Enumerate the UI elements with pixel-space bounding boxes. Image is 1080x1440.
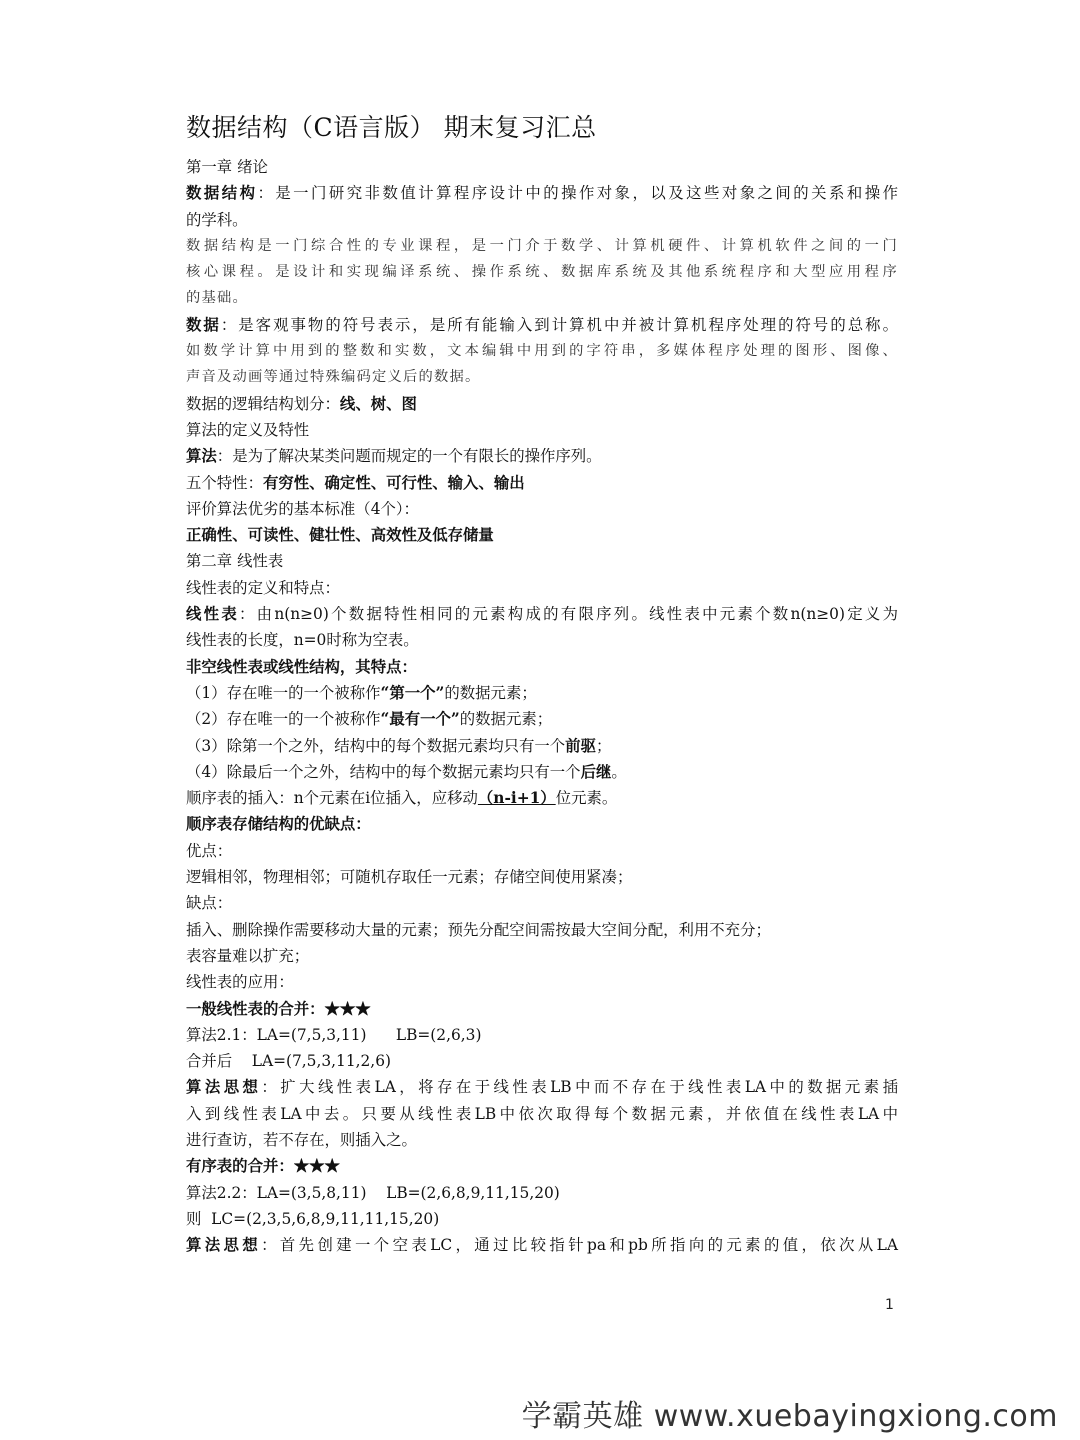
text-line — [186, 733, 898, 759]
term: “最有一个” — [380, 710, 460, 729]
line-text: 算法2.2：LA=(3,5,8,11) LB=(2,6,8,9,11,15,20) — [186, 1183, 560, 1202]
line-text: （1）存在唯一的一个被称作 — [186, 683, 381, 702]
text-line — [186, 180, 898, 206]
line-text: 线性表的应用： — [186, 973, 294, 992]
line-text: 第二章 线性表 — [186, 552, 284, 571]
text-line — [186, 943, 898, 969]
text-line — [186, 785, 898, 811]
term: 正确性、可读性、健壮性、高效性及低存储量 — [186, 526, 494, 545]
term: 数据结构 — [186, 184, 258, 203]
line-text: 位元素。 — [555, 789, 618, 808]
line-text: ：是为了解决某类问题而规定的一个有限长的操作序列。 — [216, 447, 602, 466]
line-text: 表容量难以扩充； — [186, 946, 310, 965]
document-page — [186, 108, 898, 1258]
text-line — [186, 838, 898, 864]
line-text: 线性表的长度，n=0时称为空表。 — [186, 631, 419, 650]
line-text: 。 — [611, 762, 627, 781]
text-line — [186, 969, 898, 995]
text-line — [186, 443, 898, 469]
line-text: 缺点： — [186, 894, 233, 913]
term: 一般线性表的合并：★★★ — [186, 999, 371, 1018]
line-text: ：由n(n≥0)个数据特性相同的元素构成的有限序列。线性表中元素个数n(n≥0)定义为 — [239, 605, 898, 624]
term: 算法思想 — [186, 1236, 262, 1255]
text-line — [186, 1127, 898, 1153]
term: 后继 — [580, 762, 612, 781]
text-line — [186, 285, 898, 311]
line-text: 合并后 LA=(7,5,3,11,2,6) — [186, 1052, 391, 1071]
line-text: （3）除第一个之外，结构中的每个数据元素均只有一个 — [186, 736, 566, 755]
text-line — [186, 890, 898, 916]
underlined-answer: （n-i+1） — [477, 789, 556, 808]
line-text: 优点： — [186, 841, 233, 860]
page-number: 1 — [885, 1297, 894, 1313]
term: 算法 — [186, 447, 217, 466]
text-line — [186, 1048, 898, 1074]
line-text: 入到线性表LA中去。只要从线性表LB中依次取得每个数据元素，并依值在线性表LA中 — [186, 1104, 898, 1123]
document-title: 数据结构（C语言版） 期末复习汇总 — [186, 113, 597, 142]
line-text: 插入、删除操作需要移动大量的元素；预先分配空间需按最大空间分配，利用不充分； — [186, 920, 771, 939]
text-line — [186, 338, 898, 364]
text-line — [186, 364, 898, 390]
text-line — [186, 1153, 898, 1179]
text-line — [186, 811, 898, 837]
text-line — [186, 680, 898, 706]
line-text: 数据结构是一门综合性的专业课程，是一门介于数学、计算机硬件、计算机软件之间的一门 — [186, 237, 898, 254]
text-line — [186, 996, 898, 1022]
term: “第一个” — [380, 683, 445, 702]
line-text: 的数据元素； — [459, 710, 553, 729]
line-text: （2）存在唯一的一个被称作 — [186, 710, 381, 729]
text-line — [186, 654, 898, 680]
text-line — [186, 154, 898, 180]
text-line — [186, 233, 898, 259]
text-line — [186, 759, 898, 785]
line-text: 如数学计算中用到的整数和实数，文本编辑中用到的字符串，多媒体程序处理的图形、图像、 — [186, 343, 898, 360]
term: 非空线性表或线性结构，其特点： — [186, 657, 417, 676]
text-line — [186, 391, 898, 417]
text-line — [186, 864, 898, 890]
text-line — [186, 522, 898, 548]
line-text: 五个特性： — [186, 473, 263, 492]
line-text: ：是客观事物的符号表示，是所有能输入到计算机中并被计算机程序处理的符号的总称。 — [220, 315, 898, 334]
line-text: 评价算法优劣的基本标准（4个）： — [186, 499, 419, 518]
line-text: （4）除最后一个之外，结构中的每个数据元素均只有一个 — [186, 762, 581, 781]
text-line — [186, 312, 898, 338]
term: 前驱 — [565, 736, 596, 755]
term: 数据 — [186, 315, 221, 334]
line-text: 的基础。 — [186, 290, 248, 307]
line-text: 声音及动画等通过特殊编码定义后的数据。 — [186, 369, 481, 386]
text-line — [186, 1180, 898, 1206]
line-text: ：是一门研究非数值计算程序设计中的操作对象，以及这些对象之间的关系和操作 — [257, 184, 898, 203]
text-line — [186, 470, 898, 496]
text-line — [186, 259, 898, 285]
line-text: 顺序表的插入：n个元素在i位插入，应移动 — [186, 789, 478, 808]
line-text: 算法的定义及特性 — [186, 420, 310, 439]
line-text: 算法2.1：LA=(7,5,3,11) LB=(2,6,3) — [186, 1025, 482, 1044]
text-line — [186, 917, 898, 943]
line-text: ； — [595, 736, 612, 755]
line-text: ：扩大线性表LA，将存在于线性表LB中而不存在于线性表LA中的数据元素插 — [261, 1078, 898, 1097]
watermark-footer: 学霸英雄 www.xuebayingxiong.com — [521, 1399, 1058, 1434]
term: 有穷性、确定性、可行性、输入、输出 — [262, 473, 525, 492]
line-text: 线性表的定义和特点： — [186, 578, 340, 597]
line-text: 逻辑相邻，物理相邻；可随机存取任一元素；存储空间使用紧凑； — [186, 868, 633, 887]
text-line — [186, 1022, 898, 1048]
text-line — [186, 1101, 898, 1127]
line-text: 的数据元素； — [444, 683, 537, 702]
text-line — [186, 1206, 898, 1232]
text-line — [186, 417, 898, 443]
line-text: 的学科。 — [186, 210, 248, 229]
line-text: 则 LC=(2,3,5,6,8,9,11,11,15,20) — [186, 1209, 440, 1228]
text-line — [186, 1232, 898, 1258]
term: 算法思想 — [186, 1078, 262, 1097]
text-line — [186, 706, 898, 732]
text-line — [186, 1074, 898, 1100]
line-text: ：首先创建一个空表LC，通过比较指针pa和pb所指向的元素的值，依次从LA — [261, 1236, 898, 1255]
text-line — [186, 627, 898, 653]
text-line — [186, 496, 898, 522]
line-text: 第一章 绪论 — [186, 158, 268, 176]
text-line — [186, 207, 898, 233]
term: 线性表 — [186, 605, 239, 624]
line-text: 核心课程。是设计和实现编译系统、操作系统、数据库系统及其他系统程序和大型应用程序 — [186, 264, 898, 281]
term: 有序表的合并：★★★ — [186, 1157, 340, 1176]
line-text: 进行查访，若不存在，则插入之。 — [186, 1130, 417, 1149]
text-line — [186, 575, 898, 601]
term: 线、树、图 — [339, 394, 417, 413]
text-line — [186, 601, 898, 627]
line-text: 数据的逻辑结构划分： — [186, 394, 340, 413]
text-line — [186, 548, 898, 574]
term: 顺序表存储结构的优缺点： — [186, 815, 371, 834]
